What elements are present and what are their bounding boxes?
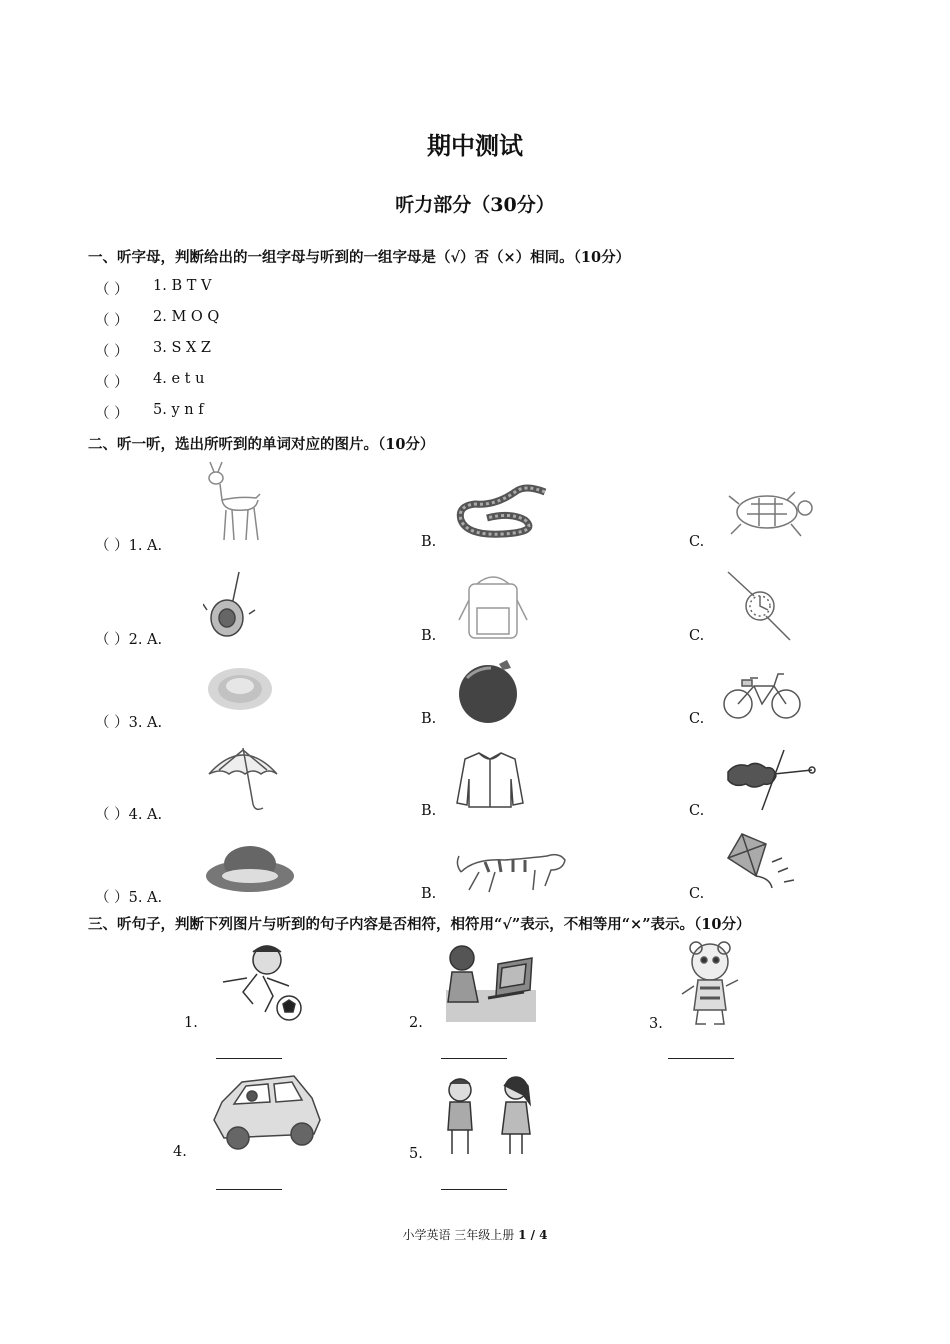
list-item bbox=[95, 402, 204, 423]
question-label[interactable]: （ ）3. A. bbox=[95, 715, 163, 731]
snake-icon[interactable] bbox=[455, 484, 551, 544]
answer-blank[interactable] bbox=[216, 1058, 282, 1059]
turtle-icon[interactable] bbox=[721, 484, 817, 544]
answer-paren[interactable]: （ ） bbox=[95, 406, 129, 422]
item-number: 2. bbox=[409, 1015, 423, 1031]
question-text: 1. B T V bbox=[153, 278, 212, 294]
option-b-label[interactable]: B. bbox=[421, 534, 437, 550]
answer-blank[interactable] bbox=[668, 1058, 734, 1059]
question-label[interactable]: （ ）1. A. bbox=[95, 538, 163, 554]
option-c-label[interactable]: C. bbox=[689, 711, 705, 727]
option-b-label[interactable]: B. bbox=[421, 628, 437, 644]
item-number: 1. bbox=[184, 1015, 198, 1031]
tiger-toy-icon[interactable] bbox=[678, 940, 744, 1028]
page-title: 期中测试 bbox=[427, 131, 523, 160]
kite-icon[interactable] bbox=[722, 832, 800, 894]
question-text: 3. S X Z bbox=[153, 340, 211, 356]
question-label[interactable]: （ ）4. A. bbox=[95, 807, 163, 823]
answer-paren[interactable]: （ ） bbox=[95, 313, 129, 329]
section1-heading: 一、听字母，判断给出的一组字母与听到的一组字母是（√）否（×）相同。（10分） bbox=[88, 249, 631, 266]
watch-icon[interactable] bbox=[724, 570, 794, 642]
section-subtitle: 听力部分（30分） bbox=[395, 194, 555, 216]
option-b-label[interactable]: B. bbox=[421, 886, 437, 902]
section2-heading: 二、听一听，选出所听到的单词对应的图片。（10分） bbox=[88, 436, 435, 453]
item-number: 5. bbox=[409, 1146, 423, 1162]
option-c-label[interactable]: C. bbox=[689, 628, 705, 644]
deer-icon[interactable] bbox=[200, 460, 270, 544]
hat-icon[interactable] bbox=[204, 842, 296, 894]
answer-paren[interactable]: （ ） bbox=[95, 375, 129, 391]
list-item bbox=[95, 371, 205, 392]
lemon-icon[interactable] bbox=[205, 664, 275, 714]
list-item bbox=[95, 309, 220, 330]
list-item bbox=[95, 278, 212, 299]
question-text: 4. e t u bbox=[153, 371, 205, 387]
answer-paren[interactable]: （ ） bbox=[95, 344, 129, 360]
page-number: 1 / 4 bbox=[518, 1228, 548, 1242]
girl-computer-icon[interactable] bbox=[444, 942, 538, 1024]
option-c-label[interactable]: C. bbox=[689, 803, 705, 819]
answer-blank[interactable] bbox=[441, 1189, 507, 1190]
option-b-label[interactable]: B. bbox=[421, 803, 437, 819]
item-number: 4. bbox=[173, 1144, 187, 1160]
option-c-label[interactable]: C. bbox=[689, 886, 705, 902]
question-label[interactable]: （ ）2. A. bbox=[95, 632, 163, 648]
jacket-icon[interactable] bbox=[455, 749, 525, 811]
bicycle-icon[interactable] bbox=[722, 664, 804, 722]
watermelon-icon[interactable] bbox=[455, 658, 521, 726]
backpack-icon[interactable] bbox=[455, 570, 531, 642]
tiger-icon[interactable] bbox=[455, 842, 571, 894]
footer-text: 小学英语 三年级上册 bbox=[402, 1228, 519, 1242]
page-footer bbox=[0, 1226, 950, 1243]
umbrella-icon[interactable] bbox=[205, 744, 281, 814]
answer-blank[interactable] bbox=[216, 1189, 282, 1190]
violin-icon[interactable] bbox=[722, 744, 818, 814]
car-icon[interactable] bbox=[208, 1072, 326, 1152]
item-number: 3. bbox=[649, 1016, 663, 1032]
yoyo-icon[interactable] bbox=[203, 570, 259, 640]
question-text: 5. y n f bbox=[153, 402, 204, 418]
question-text: 2. M O Q bbox=[153, 309, 220, 325]
section3-heading: 三、听句子，判断下列图片与听到的句子内容是否相符，相符用“√”表示，不相等用“×”表示。（10分） bbox=[88, 916, 751, 933]
option-b-label[interactable]: B. bbox=[421, 711, 437, 727]
boy-girl-icon[interactable] bbox=[438, 1074, 538, 1158]
boy-soccer-icon[interactable] bbox=[213, 942, 305, 1026]
answer-blank[interactable] bbox=[441, 1058, 507, 1059]
option-c-label[interactable]: C. bbox=[689, 534, 705, 550]
question-label[interactable]: （ ）5. A. bbox=[95, 890, 163, 906]
list-item bbox=[95, 340, 211, 361]
answer-paren[interactable]: （ ） bbox=[95, 282, 129, 298]
